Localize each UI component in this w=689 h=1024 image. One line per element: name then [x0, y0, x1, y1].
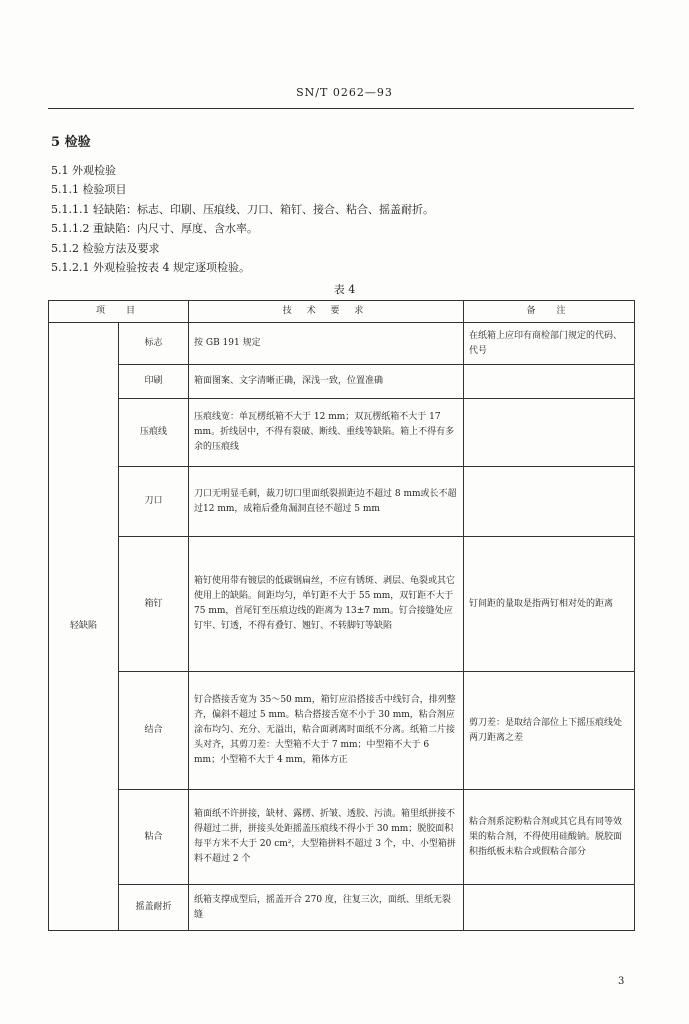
remark-text	[464, 399, 635, 467]
item-name: 压痕线	[119, 399, 189, 467]
table-row	[49, 365, 635, 399]
clause-5-1-2: 5.1.2 检验方法及要求	[51, 242, 160, 255]
clause-5-1-1-1: 5.1.1.1 轻缺陷：标志、印刷、压痕线、刀口、箱钉、接合、粘合、摇盖耐折。	[51, 203, 434, 216]
item-name: 粘合	[119, 790, 189, 885]
table-row	[49, 323, 635, 365]
table-row	[49, 790, 635, 885]
item-name: 刀口	[119, 467, 189, 537]
table-row	[49, 467, 635, 537]
remark-text	[464, 467, 635, 537]
item-name: 标志	[119, 323, 189, 365]
header-rule	[48, 108, 634, 109]
requirement-text: 箱钉使用带有镀层的低碳钢扁丝，不应有锈斑、剥层、龟裂或其它使用上的缺陷。间距均匀，单钉距不大于 55 mm，双钉距不大于 75 mm，首尾钉至压痕边线的距离为 13±7 mm。钉合接缝处应钉牢、钉透，不得有叠钉、翘钉、不转脚钉等缺陷	[189, 537, 464, 672]
category-cell: 轻缺陷	[49, 323, 119, 931]
inspection-table	[48, 300, 635, 931]
table-caption: 表 4	[333, 283, 356, 296]
remark-text	[464, 365, 635, 399]
item-name: 摇盖耐折	[119, 885, 189, 931]
table-row	[49, 399, 635, 467]
item-name: 结合	[119, 672, 189, 790]
remark-text: 在纸箱上应印有商检部门规定的代码、代号	[464, 323, 635, 365]
remark-text: 粘合剂系淀粉粘合剂或其它具有同等效果的粘合剂，不得使用硅酸钠。脱胶面积指纸板未粘合或假粘合部分	[464, 790, 635, 885]
requirement-text: 钉合搭接舌宽为 35～50 mm，箱钉应沿搭接舌中线钉合，排列整齐，偏斜不超过 5 mm。粘合搭接舌宽不小于 30 mm，粘合剂应涂布均匀、充分、无溢出，粘合面剥离时面纸不分离。纸箱二片接头对齐，其剪刀差：大型箱不大于 7 mm；中型箱不大于 6 mm；小型箱不大于 4 mm，箱体方正	[189, 672, 464, 790]
page-number: 3	[618, 976, 625, 987]
requirement-text: 箱面图案、文字清晰正确，深浅一致，位置准确	[189, 365, 464, 399]
table-row	[49, 537, 635, 672]
requirement-text: 刀口无明显毛刺，裁刀切口里面纸裂损距边不超过 8 mm或长不超过12 mm，成箱后叠角漏洞直径不超过 5 mm	[189, 467, 464, 537]
clause-5-1: 5.1 外观检验	[51, 164, 116, 177]
requirement-text: 压痕线宽：单瓦楞纸箱不大于 12 mm；双瓦楞纸箱不大于 17 mm。折线居中，不得有裂破、断线、重线等缺陷。箱上不得有多余的压痕线	[189, 399, 464, 467]
clause-5-1-1: 5.1.1 检验项目	[51, 183, 127, 196]
table-header-row	[49, 301, 635, 323]
header-item: 项 目	[49, 301, 189, 323]
remark-text	[464, 885, 635, 931]
section-title: 5 检验	[51, 135, 91, 150]
item-name: 箱钉	[119, 537, 189, 672]
requirement-text: 按 GB 191 规定	[189, 323, 464, 365]
header-remarks: 备 注	[464, 301, 635, 323]
remark-text: 钉间距的量取是指两钉相对处的距离	[464, 537, 635, 672]
remark-text: 剪刀差：是取结合部位上下摇压痕线处两刀距离之差	[464, 672, 635, 790]
requirement-text: 箱面纸不许拼接，缺材、露楞、折皱、透胶、污渍。箱里纸拼接不得超过二拼，拼接头处距摇盖压痕线不得小于 30 mm；脱胶面积每平方米不大于 20 cm²，大型箱拼料不超过 3 个，中、小型箱拼料不超过 2 个	[189, 790, 464, 885]
requirement-text: 纸箱支撑成型后，摇盖开合 270 度，往复三次，面纸、里纸无裂缝	[189, 885, 464, 931]
table-row	[49, 885, 635, 931]
table-row	[49, 672, 635, 790]
clause-5-1-2-1: 5.1.2.1 外观检验按表 4 规定逐项检验。	[51, 261, 250, 274]
clause-5-1-1-2: 5.1.1.2 重缺陷：内尺寸、厚度、含水率。	[51, 222, 258, 235]
standard-code-header: SN/T 0262—93	[296, 86, 393, 99]
item-name: 印刷	[119, 365, 189, 399]
header-requirements: 技 术 要 求	[189, 301, 464, 323]
